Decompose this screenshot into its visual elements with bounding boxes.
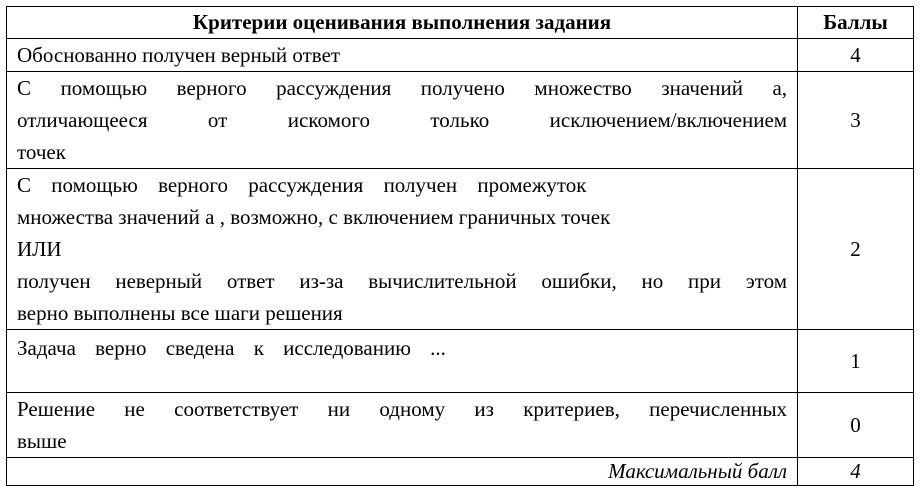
criteria-header: Критерии оценивания выполнения задания — [7, 7, 798, 39]
criteria-text: Решение не соответствует ни одному из критериев, перечисленных — [17, 397, 788, 421]
header-row — [7, 7, 914, 39]
criteria-text: выше — [17, 429, 67, 453]
criteria-text: множества значений а , возможно, с включением граничных точек — [17, 205, 611, 229]
criteria-cell — [7, 393, 798, 458]
score-cell: 2 — [798, 169, 914, 330]
table-row — [7, 393, 914, 458]
table-row — [7, 330, 914, 393]
criteria-cell — [7, 72, 798, 169]
max-score-value: 4 — [798, 458, 914, 486]
criteria-line: С помощью верного рассуждения получено множество значений а, — [17, 76, 788, 100]
criteria-text — [17, 72, 787, 104]
grading-criteria-table — [6, 6, 914, 486]
table-row — [7, 72, 914, 169]
table-row — [7, 39, 914, 72]
criteria-text: Задача верно сведена к исследованию ... — [17, 336, 446, 360]
criteria-cell — [7, 169, 798, 330]
criteria-text: ИЛИ — [17, 237, 62, 261]
score-cell: 3 — [798, 72, 914, 169]
score-cell: 0 — [798, 393, 914, 458]
criteria-text: отличающееся от искомого только исключением/включением — [17, 108, 788, 132]
criteria-text: получен неверный ответ из-за вычислительной ошибки, но при этом — [17, 269, 788, 293]
score-cell: 4 — [798, 39, 914, 72]
criteria-cell — [7, 330, 798, 393]
criteria-text: Обоснованно получен верный ответ — [17, 43, 341, 67]
criteria-text: точек — [17, 140, 66, 164]
max-score-row — [7, 458, 914, 486]
score-header: Баллы — [798, 7, 914, 39]
criteria-text: С помощью верного рассуждения получен промежуток — [17, 173, 587, 197]
criteria-cell — [7, 39, 798, 72]
criteria-text: верно выполнены все шаги решения — [17, 301, 343, 325]
score-cell: 1 — [798, 330, 914, 393]
max-score-label: Максимальный балл — [7, 458, 798, 486]
table-row — [7, 169, 914, 330]
